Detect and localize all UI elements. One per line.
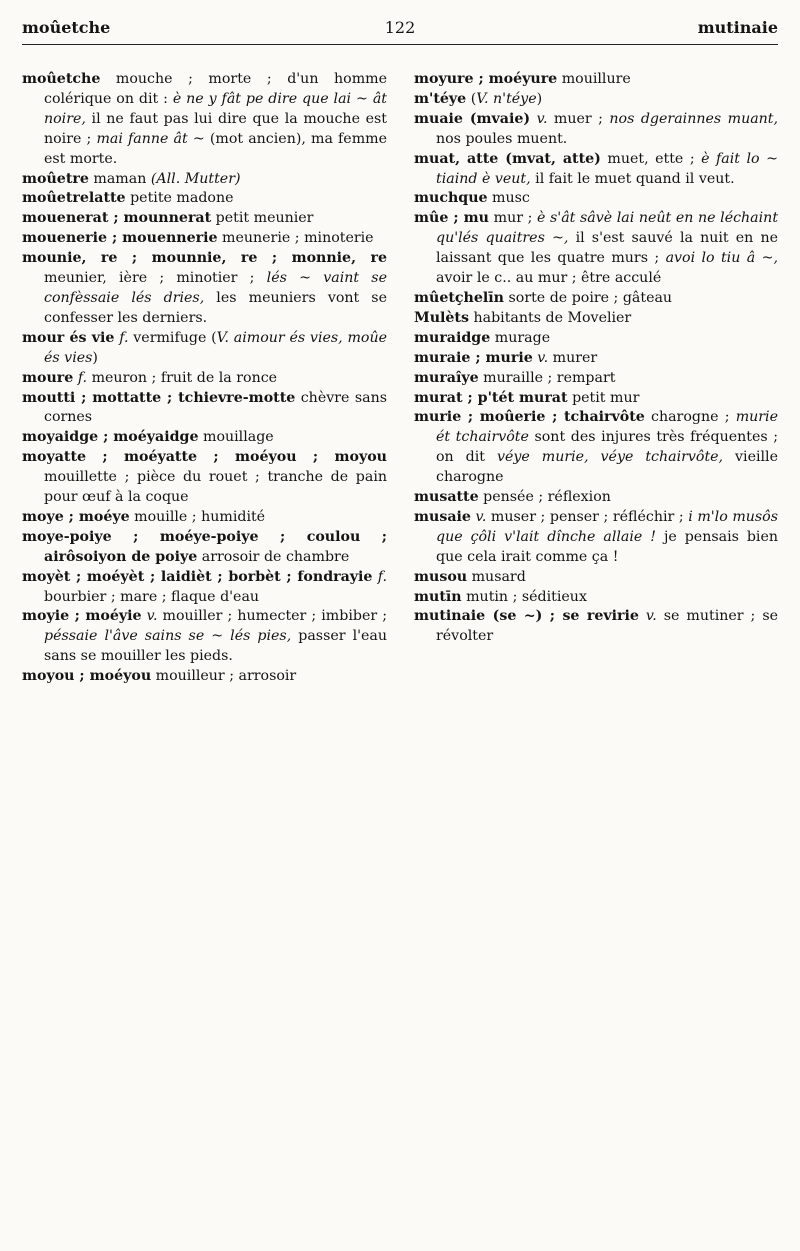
entry-headword: muraie ; murie bbox=[414, 349, 533, 366]
entry-headword: musou bbox=[414, 568, 468, 585]
dictionary-entry bbox=[414, 150, 778, 190]
dictionary-entry bbox=[22, 209, 387, 229]
entry-headword: mour és vie bbox=[22, 329, 115, 346]
entry-headword: muraîye bbox=[414, 369, 479, 386]
entry-italic-text: péssaie l'âve sains se ~ lés pies, bbox=[44, 628, 292, 645]
entry-headword: muchque bbox=[414, 190, 488, 207]
entry-text: avoir le c.. au mur ; être acculé bbox=[436, 270, 662, 287]
dictionary-entry bbox=[414, 508, 778, 568]
entry-italic-text: v. bbox=[537, 349, 549, 366]
entry-headword: mutīn bbox=[414, 588, 462, 605]
dictionary-entry bbox=[22, 607, 387, 667]
entry-italic-text: v. bbox=[475, 508, 487, 525]
entry-text: ( bbox=[466, 90, 477, 107]
dictionary-entry bbox=[414, 70, 778, 90]
dictionary-entry bbox=[22, 189, 387, 209]
entry-italic-text: avoi lo tiu â ~, bbox=[665, 250, 778, 267]
dictionary-entry bbox=[414, 369, 778, 389]
entry-text: mouillage bbox=[198, 429, 274, 446]
entry-headword: moye ; moéye bbox=[22, 508, 130, 525]
entry-text: musard bbox=[467, 568, 526, 585]
dictionary-entry bbox=[22, 568, 387, 608]
entry-text: petite madone bbox=[125, 190, 234, 207]
dictionary-entry bbox=[414, 209, 778, 289]
entry-text: meunier, ière ; minotier ; bbox=[44, 270, 267, 287]
entry-italic-text: f. bbox=[119, 329, 129, 346]
entry-italic-text: è fait lo ~ tiaind è veut, bbox=[436, 150, 778, 187]
entry-headword: moyou ; moéyou bbox=[22, 668, 152, 685]
entry-text: mouillette ; pièce du rouet ; tranche de pain pour œuf à la coque bbox=[44, 469, 387, 506]
dictionary-entry bbox=[22, 667, 387, 687]
entry-headword: moyure ; moéyure bbox=[414, 71, 558, 87]
page-number: 122 bbox=[384, 18, 416, 37]
entry-headword: muaie (mvaie) bbox=[414, 110, 531, 127]
header-right-guideword: mutinaie bbox=[697, 18, 778, 37]
dictionary-entry bbox=[22, 528, 387, 568]
entry-text: il ne faut pas lui dire que la mouche est noire ; bbox=[44, 110, 387, 147]
entry-headword: murat ; p'tét murat bbox=[414, 389, 568, 406]
entry-italic-text: f. bbox=[377, 568, 387, 585]
dictionary-entry bbox=[414, 588, 778, 608]
entry-text: il s'est sauvé la nuit en ne laissant que les quatre murs ; bbox=[436, 230, 778, 267]
entry-headword: mounie, re ; mounnie, re ; monnie, re bbox=[22, 250, 387, 267]
dictionary-entry bbox=[414, 389, 778, 409]
entry-italic-text: mai fanne ât ~ bbox=[96, 130, 205, 147]
entry-text: petit mur bbox=[567, 389, 640, 406]
entry-italic-text: f. bbox=[77, 369, 88, 386]
entry-headword: moye-poiye ; moéye-poiye ; coulou ; airôsoiyon de poiye bbox=[22, 528, 387, 565]
dictionary-entry bbox=[414, 90, 778, 110]
entry-italic-text: murie ét tchairvôte bbox=[436, 409, 778, 446]
dictionary-entry bbox=[22, 229, 387, 249]
entry-text: mur ; bbox=[489, 210, 538, 227]
entry-text: arrosoir de chambre bbox=[197, 548, 350, 565]
entry-text: bourbier ; mare ; flaque d'eau bbox=[44, 588, 260, 605]
entry-text: meunerie ; minoterie bbox=[217, 230, 374, 247]
entry-headword: mouenerie ; mouennerie bbox=[22, 230, 218, 247]
entry-italic-text: véye murie, véye tchairvôte, bbox=[496, 449, 724, 466]
dictionary-entry bbox=[414, 189, 778, 209]
entry-headword: mouenerat ; mounnerat bbox=[22, 210, 212, 227]
entry-italic-text: nos dgerainnes muant, bbox=[609, 110, 779, 127]
entry-text: vieille charogne bbox=[436, 449, 778, 486]
entry-italic-text: i m'lo musôs que çôli v'lait dînche allaie ! bbox=[436, 508, 779, 545]
entry-headword: muraidge bbox=[414, 329, 491, 346]
entry-text: nos poules muent. bbox=[436, 130, 568, 147]
entry-headword: mûe ; mu bbox=[414, 210, 490, 227]
entry-headword: m'téye bbox=[414, 90, 467, 107]
entry-text: meuron ; fruit de la ronce bbox=[87, 369, 278, 386]
dictionary-entry bbox=[414, 309, 778, 329]
dictionary-entry bbox=[414, 289, 778, 309]
entry-italic-text: lés ~ vaint se confèssaie lés dries, bbox=[44, 270, 387, 306]
entry-headword: mûetçhelīn bbox=[414, 289, 504, 306]
header-rule bbox=[22, 44, 778, 45]
dictionary-entry bbox=[22, 448, 387, 508]
right-column bbox=[414, 70, 778, 647]
entry-text: vermifuge ( bbox=[128, 329, 217, 346]
entry-headword: muat, atte (mvat, atte) bbox=[414, 150, 601, 167]
entry-headword: moyatte ; moéyatte ; moéyou ; moyou bbox=[22, 449, 387, 466]
entry-text: habitants de Movelier bbox=[468, 309, 632, 326]
entry-headword: musaie bbox=[414, 508, 471, 525]
entry-headword: moûetrelatte bbox=[22, 190, 126, 207]
entry-text: mouilleur ; arrosoir bbox=[151, 668, 297, 685]
entry-text: se mutiner ; se révolter bbox=[436, 608, 778, 645]
entry-italic-text: v. bbox=[645, 608, 657, 625]
entry-headword: moutti ; mottatte ; tchievre-motte bbox=[22, 389, 296, 406]
entry-text: muet, ette ; bbox=[600, 150, 702, 167]
dictionary-entry bbox=[414, 349, 778, 369]
entry-italic-text: V. aimour és vies, moûe és vies bbox=[44, 329, 387, 366]
entry-italic-text: v. bbox=[536, 110, 548, 127]
dictionary-entry bbox=[22, 249, 387, 329]
entry-text: je pensais bien que cela irait comme ça ! bbox=[436, 528, 778, 565]
entry-italic-text: v. bbox=[146, 608, 158, 625]
left-column bbox=[22, 70, 387, 687]
entry-headword: moûetre bbox=[22, 170, 89, 187]
entry-italic-text: (All. Mutter) bbox=[150, 170, 241, 187]
entry-text: murer bbox=[548, 349, 598, 366]
dictionary-entry bbox=[22, 329, 387, 369]
entry-text: les meuniers vont se confesser les derniers. bbox=[44, 289, 387, 326]
dictionary-entry bbox=[22, 389, 387, 429]
entry-headword: moyaidge ; moéyaidge bbox=[22, 429, 199, 446]
dictionary-entry bbox=[414, 329, 778, 349]
entry-text: sont des injures très fréquentes ; on dit bbox=[436, 429, 778, 466]
entry-text: maman bbox=[88, 170, 151, 187]
entry-text: passer l'eau sans se mouiller les pieds. bbox=[44, 628, 387, 665]
running-header bbox=[22, 18, 778, 40]
dictionary-entry bbox=[414, 488, 778, 508]
dictionary-entry bbox=[414, 568, 778, 588]
entry-text: charogne ; bbox=[644, 409, 736, 426]
entry-text: petit meunier bbox=[211, 210, 314, 227]
entry-text: il fait le muet quand il veut. bbox=[530, 170, 735, 187]
entry-headword: moûetche bbox=[22, 71, 101, 87]
dictionary-entry bbox=[414, 110, 778, 150]
dictionary-entry bbox=[22, 369, 387, 389]
dictionary-entry bbox=[22, 508, 387, 528]
entry-headword: musatte bbox=[414, 489, 479, 506]
dictionary-entry bbox=[414, 408, 778, 488]
entry-text: muraille ; rempart bbox=[478, 369, 616, 386]
entry-text: mouillure bbox=[557, 71, 631, 87]
entry-text: muer ; bbox=[547, 110, 610, 127]
entry-text: pensée ; réflexion bbox=[478, 489, 611, 506]
entry-text: mouche ; morte ; d'un homme colérique on dit : bbox=[44, 71, 387, 107]
entry-text bbox=[639, 608, 646, 624]
dictionary-entry bbox=[22, 70, 387, 170]
dictionary-entry bbox=[22, 428, 387, 448]
entry-text: ) bbox=[536, 90, 543, 107]
entry-italic-text: è s'ât sâvè lai neût en ne léchaint qu'lés quaitres ~, bbox=[436, 210, 779, 247]
entry-text: chèvre sans cornes bbox=[44, 389, 387, 426]
entry-text: sorte de poire ; gâteau bbox=[503, 289, 673, 306]
entry-headword: moyie ; moéyie bbox=[22, 608, 142, 625]
entry-text: ) bbox=[92, 349, 98, 366]
entry-text: mutin ; séditieux bbox=[461, 588, 587, 605]
entry-text: mouille ; humidité bbox=[129, 508, 266, 525]
entry-text: muser ; penser ; réfléchir ; bbox=[486, 508, 689, 525]
entry-text: (mot ancien), ma femme est morte. bbox=[44, 130, 387, 167]
header-left-guideword: moûetche bbox=[22, 18, 111, 37]
entry-text: mouiller ; humecter ; imbiber ; bbox=[157, 608, 387, 625]
entry-italic-text: è ne y fât pe dire que lai ~ ât noire, bbox=[44, 90, 387, 127]
entry-headword: murie ; moûerie ; tchairvôte bbox=[414, 409, 645, 426]
entry-headword: Mulèts bbox=[414, 309, 469, 326]
entry-text: musc bbox=[487, 190, 530, 207]
entry-headword: mutinaie (se ~) ; se revirie bbox=[414, 608, 639, 625]
entry-headword: moyèt ; moéyèt ; laidièt ; borbèt ; fondrayie bbox=[22, 568, 373, 585]
entry-text: murage bbox=[490, 329, 551, 346]
dictionary-entry bbox=[22, 170, 387, 190]
entry-headword: moure bbox=[22, 369, 74, 386]
entry-italic-text: V. n'téye bbox=[476, 90, 537, 107]
dictionary-entry bbox=[414, 607, 778, 647]
